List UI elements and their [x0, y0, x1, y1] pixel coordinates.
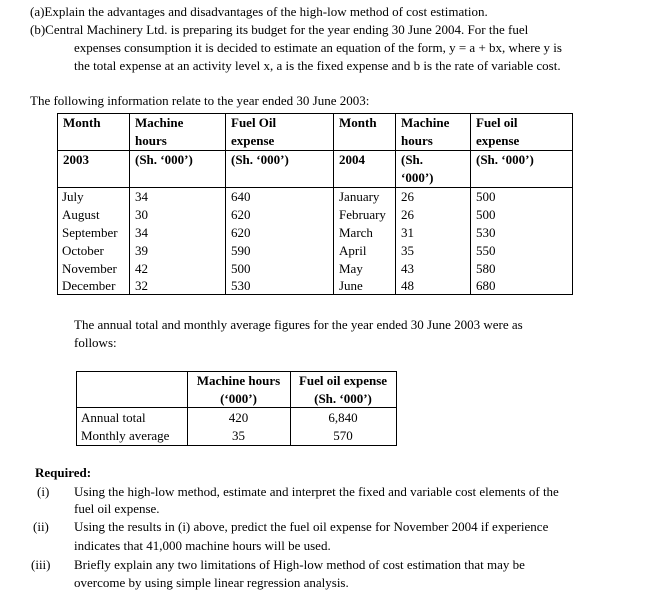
- hours-2004: 35: [401, 243, 414, 258]
- header-unit-hours-1: (Sh. ‘000’): [135, 152, 193, 167]
- header-machine-hours-1: Machine: [135, 115, 184, 130]
- header-year-2003: 2003: [63, 152, 89, 167]
- header-unit-expense-2: (Sh. ‘000’): [476, 152, 534, 167]
- row-hours: 35: [232, 428, 245, 443]
- header-fuel-oil-2: Fuel oil: [476, 115, 518, 130]
- month-2003: September: [62, 225, 118, 240]
- expense-2003: 500: [231, 261, 251, 276]
- expense-2004: 500: [476, 207, 496, 222]
- header-expense-2: expense: [476, 133, 520, 148]
- header-year-2004: 2004: [339, 152, 365, 167]
- header-hours-1: hours: [135, 133, 167, 148]
- expense-2004: 550: [476, 243, 496, 258]
- row-fuel: 6,840: [328, 410, 358, 425]
- header-unit-hours-2b: ‘000’): [401, 170, 434, 185]
- header-unit-expense-1: (Sh. ‘000’): [231, 152, 289, 167]
- header-machine-hours-unit: (‘000’): [220, 391, 257, 406]
- required-item-number: (ii): [33, 519, 49, 534]
- month-2003: July: [62, 189, 84, 204]
- required-item-text: overcome by using simple linear regression analysis.: [74, 575, 349, 590]
- header-hours-2: hours: [401, 133, 433, 148]
- row-label: Annual total: [81, 410, 146, 425]
- required-item-text: indicates that 41,000 machine hours will be used.: [74, 538, 331, 553]
- expense-2004: 680: [476, 278, 496, 293]
- header-month: Month: [63, 115, 101, 130]
- required-heading: Required:: [35, 465, 92, 480]
- question-b-line2: expenses consumption it is decided to estimate an equation of the form, y = a + bx, where y is: [74, 40, 562, 55]
- month-2004: March: [339, 225, 373, 240]
- row-label: Monthly average: [81, 428, 170, 443]
- expense-2003: 640: [231, 189, 251, 204]
- header-fuel-oil-expense-unit: (Sh. ‘000’): [314, 391, 372, 406]
- header-machine-hours: Machine hours: [196, 373, 281, 388]
- hours-2003: 34: [135, 225, 148, 240]
- annual-text-line1: The annual total and monthly average figures for the year ended 30 June 2003 were as: [74, 317, 523, 332]
- required-item-text: Using the high-low method, estimate and interpret the fixed and variable cost elements of the: [74, 484, 559, 499]
- header-unit-hours-2a: (Sh.: [401, 152, 424, 167]
- hours-2004: 26: [401, 207, 414, 222]
- header-month-2: Month: [339, 115, 377, 130]
- header-machine-hours-2: Machine: [401, 115, 450, 130]
- info-text: The following information relate to the year ended 30 June 2003:: [30, 93, 370, 108]
- hours-2003: 34: [135, 189, 148, 204]
- expense-2004: 530: [476, 225, 496, 240]
- hours-2003: 39: [135, 243, 148, 258]
- hours-2004: 43: [401, 261, 414, 276]
- question-a: (a)Explain the advantages and disadvantages of the high-low method of cost estimation.: [30, 4, 488, 19]
- expense-2003: 620: [231, 207, 251, 222]
- hours-2003: 30: [135, 207, 148, 222]
- annual-text-line2: follows:: [74, 335, 117, 350]
- hours-2004: 26: [401, 189, 414, 204]
- required-item-text: Briefly explain any two limitations of High-low method of cost estimation that may be: [74, 557, 525, 572]
- month-2004: January: [339, 189, 380, 204]
- expense-2004: 580: [476, 261, 496, 276]
- expense-2004: 500: [476, 189, 496, 204]
- required-item-text: Using the results in (i) above, predict the fuel oil expense for November 2004 if experience: [74, 519, 549, 534]
- expense-2003: 530: [231, 278, 251, 293]
- hours-2004: 48: [401, 278, 414, 293]
- required-item-number: (i): [37, 484, 50, 499]
- month-2004: February: [339, 207, 386, 222]
- expense-2003: 620: [231, 225, 251, 240]
- required-item-text: fuel oil expense.: [74, 501, 160, 516]
- month-2004: May: [339, 261, 363, 276]
- hours-2003: 42: [135, 261, 148, 276]
- row-fuel: 570: [333, 428, 353, 443]
- month-2004: June: [339, 278, 363, 293]
- header-fuel-oil-1: Fuel Oil: [231, 115, 277, 130]
- month-2003: October: [62, 243, 104, 258]
- hours-2003: 32: [135, 278, 148, 293]
- month-2003: November: [62, 261, 117, 276]
- question-b-line1: (b)Central Machinery Ltd. is preparing its budget for the year ending 30 June 2004. For the fuel: [30, 22, 529, 37]
- header-fuel-oil-expense: Fuel oil expense: [298, 373, 388, 388]
- month-2004: April: [339, 243, 367, 258]
- expense-2003: 590: [231, 243, 251, 258]
- month-2003: August: [62, 207, 100, 222]
- month-2003: December: [62, 278, 116, 293]
- hours-2004: 31: [401, 225, 414, 240]
- row-hours: 420: [228, 410, 249, 425]
- header-expense-1: expense: [231, 133, 275, 148]
- question-b-line3: the total expense at an activity level x, a is the fixed expense and b is the rate of variable cost.: [74, 58, 561, 73]
- required-item-number: (iii): [31, 557, 51, 572]
